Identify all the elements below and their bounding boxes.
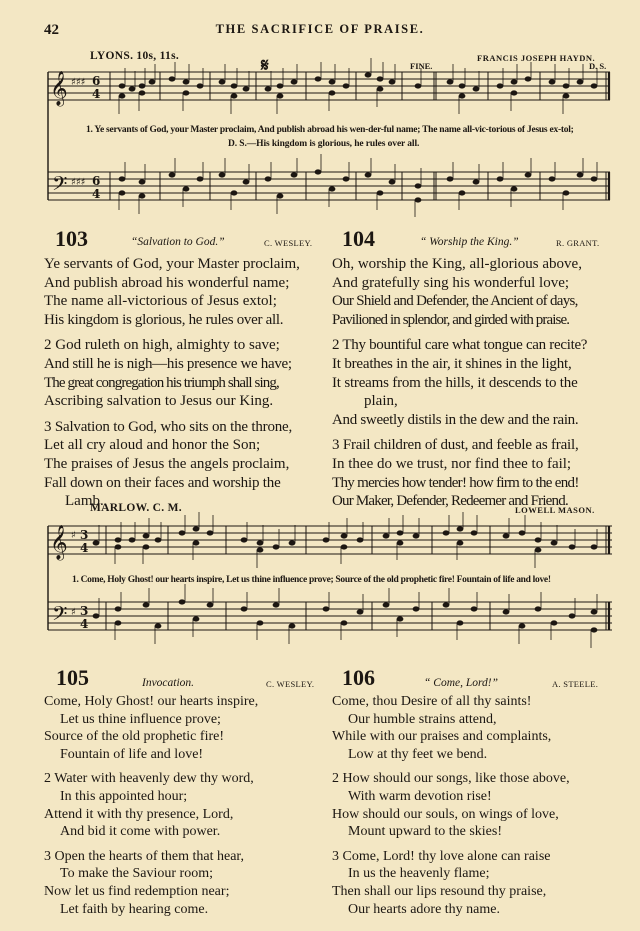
fine-marking: FINE. bbox=[410, 61, 433, 71]
verse-line: Our hearts adore thy name. bbox=[348, 901, 500, 917]
verse-line: 3 Open the hearts of them that hear, bbox=[44, 848, 245, 864]
hymn-106-number: 106 bbox=[342, 665, 375, 690]
hymn-105-stanza-2 bbox=[44, 770, 324, 840]
verse-line: Source of the old prophetic fire! bbox=[44, 729, 224, 745]
hymn-106-stanza-2 bbox=[332, 770, 616, 840]
svg-text:6: 6 bbox=[92, 74, 101, 88]
verse-line: And sweetly distils in the dew and the rain. bbox=[332, 411, 579, 428]
hymn-104-text bbox=[332, 255, 622, 518]
hymn-106-text bbox=[332, 693, 616, 925]
svg-text:3: 3 bbox=[80, 528, 89, 542]
verse-line: The praises of Jesus the angels proclaim, bbox=[44, 455, 290, 472]
svg-text:3: 3 bbox=[80, 604, 89, 618]
marlow-underlay-verse: 1. Come, Holy Ghost! our hearts inspire, Let us thine influence prove; Source of the old prophetic fire! Fountain of life and love! bbox=[72, 575, 551, 585]
verse-line: The name all-victorious of Jesus extol; bbox=[44, 293, 277, 310]
segno-sign: 𝄋 bbox=[261, 55, 269, 75]
tune-name-lyons: LYONS. 10s, 11s. bbox=[90, 50, 180, 62]
hymn-105-stanza-3 bbox=[44, 848, 324, 918]
hymn-104-stanza-2 bbox=[332, 336, 622, 429]
verse-line: In us the heavenly flame; bbox=[348, 866, 490, 882]
verse-line: Let all cry aloud and honor the Son; bbox=[44, 437, 261, 454]
verse-line: To make the Saviour room; bbox=[60, 866, 213, 882]
hymn-106-author: A. STEELE. bbox=[552, 679, 599, 689]
hymn-105-title: Invocation. bbox=[142, 677, 195, 689]
tune-composer-mason: LOWELL MASON. bbox=[515, 505, 595, 515]
svg-text:♯♯♯: ♯♯♯ bbox=[71, 177, 86, 188]
svg-text:4: 4 bbox=[92, 87, 101, 101]
verse-line: 2 How should our songs, like those above, bbox=[332, 771, 570, 787]
svg-text:𝄞: 𝄞 bbox=[50, 71, 68, 106]
verse-line: Now let us find redemption near; bbox=[44, 883, 230, 899]
verse-line: Mount upward to the skies! bbox=[348, 824, 502, 840]
verse-line: Fountain of life and love! bbox=[60, 746, 204, 762]
verse-line: Our Maker, Defender, Redeemer and Friend. bbox=[332, 493, 568, 510]
lyons-underlay-ds: D. S.—His kingdom is glorious, he rules over all. bbox=[228, 139, 420, 149]
verse-line: Then shall our lips resound thy praise, bbox=[332, 883, 547, 899]
svg-text:♯: ♯ bbox=[71, 530, 76, 541]
verse-line: Ascribing salvation to Jesus our King. bbox=[44, 393, 274, 410]
verse-line: Thy mercies how tender! how firm to the end! bbox=[332, 474, 579, 491]
verse-line: 2 Thy bountiful care what tongue can recite? bbox=[332, 337, 588, 354]
verse-line: It streams from the hills, it descends to the bbox=[332, 374, 578, 391]
hymn-105-number: 105 bbox=[56, 665, 89, 690]
verse-line: Pavilioned in splendor, and girded with praise. bbox=[332, 311, 570, 328]
verse-line: plain, bbox=[364, 393, 398, 410]
verse-line: And bid it come with power. bbox=[60, 824, 221, 840]
hymn-103-stanza-3 bbox=[44, 418, 328, 511]
hymn-104-title: “ Worship the King.” bbox=[420, 236, 519, 248]
hymn-106-stanza-1 bbox=[332, 693, 616, 763]
svg-text:4: 4 bbox=[80, 617, 89, 631]
verse-line: And still he is nigh—his presence we have; bbox=[44, 355, 292, 372]
hymn-104-stanza-1 bbox=[332, 255, 622, 329]
verse-line: 2 Water with heavenly dew thy word, bbox=[44, 771, 254, 787]
hymn-104-stanza-3 bbox=[332, 436, 622, 510]
verse-line: With warm devotion rise! bbox=[348, 788, 492, 804]
hymn-106-stanza-3 bbox=[332, 848, 616, 918]
verse-line: 3 Frail children of dust, and feeble as frail, bbox=[332, 437, 579, 454]
verse-line: Our Shield and Defender, the Ancient of days, bbox=[332, 293, 578, 310]
svg-text:♯♯♯: ♯♯♯ bbox=[71, 77, 86, 88]
lyons-underlay-verse: 1. Ye servants of God, your Master proclaim, And publish abroad his wen-der-ful name; The name all-vic-torious of Jesus ex-tol; bbox=[86, 125, 574, 135]
verse-line: And gratefully sing his wonderful love; bbox=[332, 274, 570, 291]
running-head: THE SACRIFICE OF PRAISE. bbox=[215, 22, 425, 36]
verse-line: Come, thou Desire of all thy saints! bbox=[332, 694, 532, 709]
svg-text:6: 6 bbox=[92, 174, 101, 188]
hymn-105-text bbox=[44, 693, 324, 925]
verse-line: Our humble strains attend, bbox=[348, 711, 497, 727]
verse-line: Fall down on their faces and worship the bbox=[44, 474, 281, 491]
verse-line: Lamb. bbox=[65, 493, 104, 510]
svg-text:4: 4 bbox=[92, 187, 101, 201]
verse-line: Attend it with thy presence, Lord, bbox=[44, 806, 234, 822]
hymn-105-stanza-1 bbox=[44, 693, 324, 763]
tune-name-marlow: MARLOW. C. M. bbox=[90, 502, 182, 514]
hymn-103-title: “Salvation to God.” bbox=[131, 236, 225, 248]
verse-line: 3 Salvation to God, who sits on the throne, bbox=[44, 418, 293, 435]
hymn-106-title: “ Come, Lord!” bbox=[424, 677, 499, 689]
hymn-103-author: C. WESLEY. bbox=[264, 238, 313, 248]
verse-line: In this appointed hour; bbox=[60, 788, 188, 804]
hymn-103-text bbox=[44, 255, 328, 518]
tune-composer-haydn: FRANCIS JOSEPH HAYDN. bbox=[477, 53, 596, 63]
verse-line: 3 Come, Lord! thy love alone can raise bbox=[332, 848, 551, 864]
hymn-105-author: C. WESLEY. bbox=[266, 679, 315, 689]
verse-line: The great congregation his triumph shall sing, bbox=[44, 374, 279, 391]
verse-line: His kingdom is glorious, he rules over all. bbox=[44, 311, 284, 328]
page-number: 42 bbox=[44, 22, 59, 38]
verse-line: 2 God ruleth on high, almighty to save; bbox=[44, 337, 280, 354]
svg-text:𝄞: 𝄞 bbox=[50, 525, 68, 560]
svg-text:𝄢: 𝄢 bbox=[52, 602, 68, 630]
svg-text:4: 4 bbox=[80, 541, 89, 555]
verse-line: While with our praises and complaints, bbox=[332, 729, 552, 745]
verse-line: Come, Holy Ghost! our hearts inspire, bbox=[44, 694, 259, 709]
ds-marking: D. S. bbox=[589, 61, 607, 71]
hymn-103-number: 103 bbox=[55, 226, 88, 251]
verse-line: Let us thine influence prove; bbox=[60, 711, 221, 727]
hymn-103-stanza-2 bbox=[44, 336, 328, 410]
svg-text:♯: ♯ bbox=[71, 607, 76, 618]
verse-line: Oh, worship the King, all-glorious above, bbox=[332, 256, 582, 272]
lyons-music-score bbox=[0, 62, 640, 212]
verse-line: Let faith by hearing come. bbox=[60, 901, 209, 917]
verse-line: And publish abroad his wonderful name; bbox=[44, 274, 290, 291]
hymn-104-author: R. GRANT. bbox=[556, 238, 600, 248]
hymn-103-stanza-1 bbox=[44, 255, 328, 329]
svg-text:𝄢: 𝄢 bbox=[52, 172, 68, 200]
verse-line: Ye servants of God, your Master proclaim, bbox=[44, 256, 300, 272]
verse-line: In thee do we trust, nor find thee to fail; bbox=[332, 455, 572, 472]
verse-line: It breathes in the air, it shines in the light, bbox=[332, 355, 572, 372]
verse-line: How should our souls, on wings of love, bbox=[332, 806, 559, 822]
hymn-104-number: 104 bbox=[342, 226, 375, 251]
verse-line: Low at thy feet we bend. bbox=[348, 746, 488, 762]
